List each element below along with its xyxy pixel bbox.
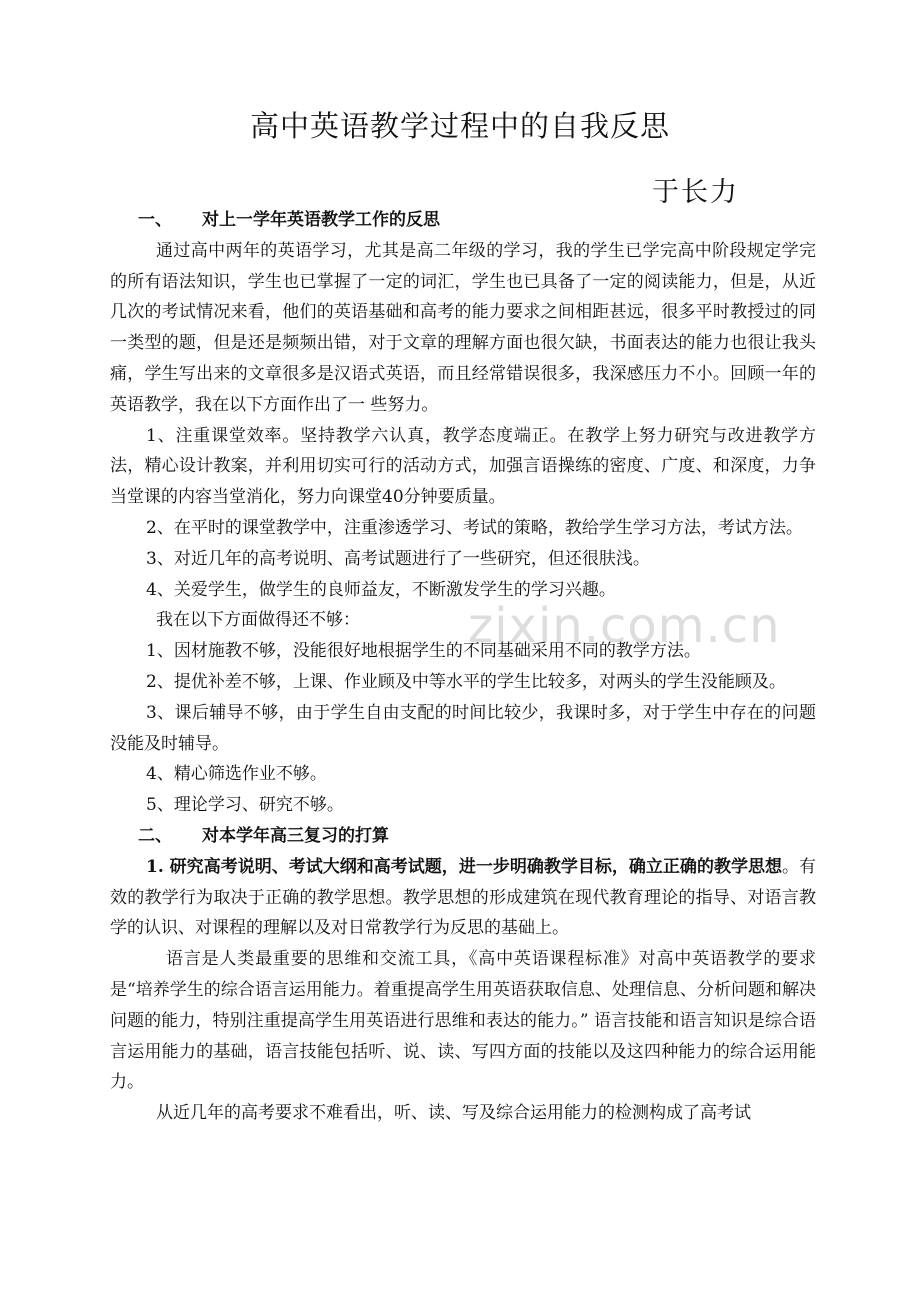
section-heading-1: [110, 205, 816, 236]
document-author: 于长力: [652, 177, 739, 208]
body-paragraph: 从近几年的高考要求不难看出，听、读、写及综合运用能力的检测构成了高考试: [156, 1103, 751, 1124]
shortcoming-item: 4、精心筛选作业不够。: [146, 764, 327, 785]
shortcomings-intro: 我在以下方面做得还不够：: [156, 610, 360, 631]
section-title: 对本学年高三复习的打算: [202, 825, 389, 846]
body-paragraph: 语言是人类最重要的思维和交流工具，《高中英语课程标准》对高中英语教学的要求是“培养学生的综合语言运用能力。着重提高学生用英语获取信息、处理信息、分析问题和解决问题的能力，特别注重提高学生用英语进行思维和表达的能力。” 语言技能和语言知识是综合语言运用能力的基础，语言技能包括听、说、读、写四方面的技能以及这四种能力的综合运用能力。: [110, 949, 816, 1093]
effort-item: 4、关爱学生，做学生的良师益友，不断激发学生的学习兴趣。: [146, 579, 616, 600]
section-number: 二、: [138, 825, 172, 846]
effort-item: 3、对近几年的高考说明、高考试题进行了一些研究，但还很肤浅。: [146, 548, 650, 569]
intro-paragraph: 通过高中两年的英语学习，尤其是高二年级的学习，我的学生已学完高中阶段规定学完的所有语法知识，学生也已掌握了一定的词汇，学生也已具备了一定的阅读能力，但是，从近几次的考试情况来看，他们的英语基础和高考的能力要求之间相距甚远，很多平时教授过的同一类型的题，但是还是频频出错，对于文章的理解方面也很欠缺，书面表达的能力也很让我头痛，学生写出来的文章很多是汉语式英语，而且经常错误很多，我深感压力不小。回顾一年的英语教学，我在以下方面作出了一 些努力。: [110, 240, 816, 415]
plan-item-1-text: 。有效的教学行为取决于正确的教学思想。教学思想的形成建筑在现代教育理论的指导、对语言教学的认识、对课程的理解以及对日常教学行为反思的基础上。: [110, 856, 816, 939]
watermark: zixin.com.cn: [468, 598, 781, 654]
document-body: [110, 205, 816, 1129]
section-title: 对上一学年英语教学工作的反思: [202, 210, 440, 230]
shortcoming-item: 2、提优补差不够，上课、作业顾及中等水平的学生比较多，对两头的学生没能顾及。: [146, 671, 786, 692]
section-heading-2: [110, 821, 816, 852]
effort-item: 2、在平时的课堂教学中，注重渗透学习、考试的策略，教给学生学习方法，考试方法。: [146, 517, 803, 538]
shortcoming-item: 3、课后辅导不够，由于学生自由支配的时间比较少，我课时多，对于学生中存在的问题没能及时辅导。: [110, 702, 816, 754]
plan-item-1: [110, 852, 816, 944]
document-title: 高中英语教学过程中的自我反思: [249, 109, 670, 143]
shortcoming-item: 5、理论学习、研究不够。: [146, 795, 344, 816]
section-number: 一、: [138, 210, 172, 230]
effort-item: 1、注重课堂效率。坚持教学六认真，教学态度端正。在教学上努力研究与改进教学方法，精心设计教案，并利用切实可行的活动方式，加强言语操练的密度、广度、和深度，力争当堂课的内容当堂消化，努力向课堂40分钟要质量。: [110, 425, 816, 508]
shortcoming-item: 1、因材施教不够，没能很好地根据学生的不同基础采用不同的教学方法。: [146, 641, 701, 662]
plan-item-1-heading: 1. 研究高考说明、考试大纲和高考试题，进一步明确教学目标，确立正确的教学思想: [146, 856, 782, 877]
